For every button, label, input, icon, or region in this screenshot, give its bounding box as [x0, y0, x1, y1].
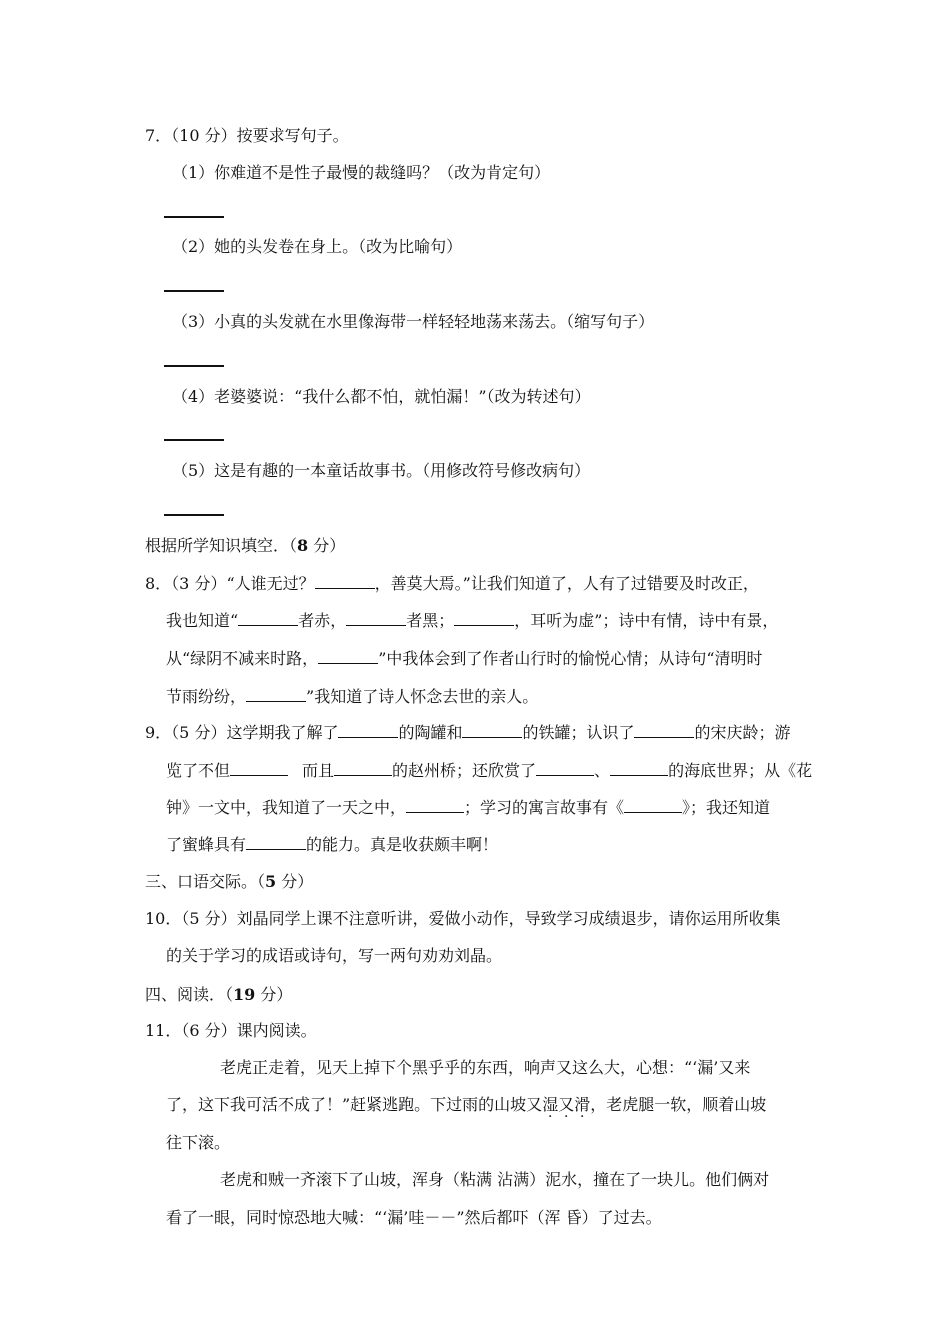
- answer-line-3[interactable]: [164, 365, 224, 367]
- q8-line-3: 从“绿阴不减来时路， ”中我体会到了作者山行时的愉悦心情；从诗句“清明时: [166, 649, 763, 668]
- q9-line-1: 9．（5 分）这学期我了解了 的陶罐和 的铁罐；认识了 的宋庆龄；游: [145, 723, 791, 742]
- blank[interactable]: [246, 835, 306, 850]
- emphasis-dot-char: 又: [558, 1095, 575, 1114]
- section-oral-heading: 三、口语交际。（5 分）: [145, 872, 314, 891]
- q8-line-1: 8．（3 分）“人谁无过？ ，善莫大焉。”让我们知道了，人有了过错要及时改正，: [145, 574, 759, 593]
- answer-line-2[interactable]: [164, 290, 224, 292]
- q10-line-1: 10．（5 分）刘晶同学上课不注意听讲，爱做小动作，导致学习成绩退步，请你运用所收集: [145, 909, 781, 928]
- blank[interactable]: [238, 611, 298, 626]
- q7-item-2: （2）她的头发卷在身上。（改为比喻句）: [172, 237, 463, 256]
- section-fill-blanks-heading: 根据所学知识填空．（8 分）: [145, 536, 346, 555]
- blank[interactable]: [624, 798, 682, 813]
- q7-title: 7．（10 分）按要求写句子。: [145, 126, 349, 145]
- emphasis-dot-char: 滑: [574, 1095, 591, 1114]
- q9-line-4: 了蜜蜂具有 的能力。真是收获颇丰啊！: [166, 835, 499, 854]
- answer-line-1[interactable]: [164, 216, 224, 218]
- passage-p2-line-1: 老虎和贼一齐滚下了山坡，浑身（粘满 沾满）泥水，撞在了一块儿。他们俩对: [220, 1170, 770, 1189]
- q9-line-3: 钟》一文中，我知道了一天之中， ；学习的寓言故事有《 》；我还知道: [166, 798, 771, 817]
- blank[interactable]: [536, 761, 594, 776]
- q7-item-5: （5）这是有趣的一本童话故事书。（用修改符号修改病句）: [172, 461, 591, 480]
- passage-p1-line-1: 老虎正走着，见天上掉下个黑乎乎的东西，响声又这么大，心想：“‘漏’又来: [220, 1058, 751, 1077]
- blank[interactable]: [634, 723, 694, 738]
- answer-line-4[interactable]: [164, 439, 224, 441]
- emphasis-dot-char: 湿: [542, 1095, 559, 1114]
- q10-line-2: 的关于学习的成语或诗句，写一两句劝劝刘晶。: [166, 946, 503, 965]
- q7-item-1: （1）你难道不是性子最慢的裁缝吗？（改为肯定句）: [172, 163, 551, 182]
- blank[interactable]: [318, 649, 378, 664]
- q8-line-4: 节雨纷纷， ”我知道了诗人怀念去世的亲人。: [166, 687, 539, 706]
- q9-line-2: 览了不但 而且 的赵州桥；还欣赏了 、 的海底世界；从《花: [166, 761, 813, 780]
- passage-p2-line-2: 看了一眼，同时惊恐地大喊：“‘漏’哇－－”然后都吓（浑 昏）了过去。: [166, 1208, 662, 1227]
- blank[interactable]: [246, 687, 306, 702]
- q7-item-4: （4）老婆婆说：“我什么都不怕，就怕漏！”（改为转述句）: [172, 387, 591, 406]
- section-reading-heading: 四、阅读．（19 分）: [145, 985, 293, 1004]
- blank[interactable]: [334, 761, 392, 776]
- blank[interactable]: [346, 611, 406, 626]
- passage-p1-line-3: 往下滚。: [166, 1133, 231, 1152]
- blank[interactable]: [610, 761, 668, 776]
- blank[interactable]: [315, 574, 375, 589]
- q8-line-2: 我也知道“ 者赤， 者黑； ，耳听为虚”；诗中有情，诗中有景，: [166, 611, 779, 630]
- passage-p1-line-2: 了，这下我可活不成了！”赶紧逃跑。下过雨的山坡又湿又滑，老虎腿一软，顺着山坡: [166, 1095, 767, 1114]
- blank[interactable]: [338, 723, 398, 738]
- blank[interactable]: [454, 611, 514, 626]
- q11-title: 11．（6 分）课内阅读。: [145, 1021, 317, 1040]
- blank[interactable]: [406, 798, 464, 813]
- answer-line-5[interactable]: [164, 514, 224, 516]
- blank[interactable]: [230, 761, 288, 776]
- blank[interactable]: [462, 723, 522, 738]
- q7-item-3: （3）小真的头发就在水里像海带一样轻轻地荡来荡去。（缩写句子）: [172, 312, 655, 331]
